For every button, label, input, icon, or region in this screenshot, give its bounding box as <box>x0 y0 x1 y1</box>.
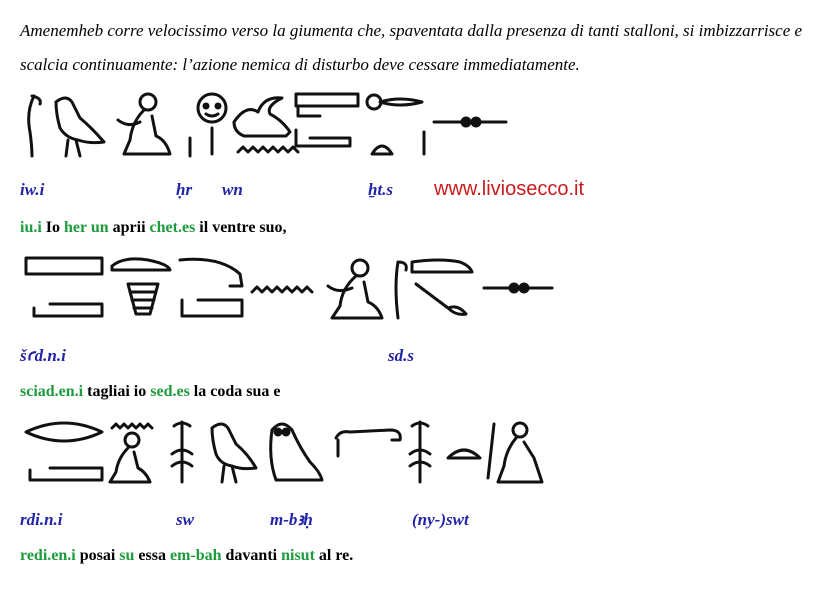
owl-hieroglyph <box>271 424 322 480</box>
phonetic-word: sciad.en.i <box>20 383 84 400</box>
translation-line-2 <box>20 383 280 401</box>
hieroglyph-row-1-glyphs <box>20 92 520 162</box>
hare-hieroglyph <box>234 98 290 136</box>
sedge-plant-hieroglyph <box>172 422 192 482</box>
transliteration: rdi.n.i <box>20 510 63 529</box>
quail-chick-hieroglyph <box>212 424 256 482</box>
transliteration: (ny-)swt <box>412 510 469 529</box>
transliteration: iw.i <box>20 180 45 199</box>
transliteration: sd.s <box>388 346 414 365</box>
phonetic-word: sed.es <box>150 383 190 400</box>
hieroglyph-row-3 <box>20 418 550 488</box>
transliteration: ḥr <box>176 180 193 199</box>
translation-line-3 <box>20 547 353 565</box>
cattle-hobble-hieroglyph <box>412 260 472 314</box>
belly-hieroglyph <box>296 130 350 146</box>
bread-loaf-hieroglyph <box>372 146 392 154</box>
translation-line-1 <box>20 219 287 237</box>
translation-text: al re. <box>314 547 354 564</box>
phonetic-word: redi.en.i <box>20 547 76 564</box>
translation-text: posai <box>75 547 120 564</box>
water-ripple-hieroglyph <box>252 287 312 292</box>
transliteration: sw <box>176 510 194 529</box>
mouth-hieroglyph <box>26 423 102 441</box>
seated-man-hieroglyph <box>328 260 382 318</box>
seated-man-hieroglyph <box>118 94 170 154</box>
loaf-hieroglyph <box>112 259 170 314</box>
reed-leaf-hieroglyph <box>29 96 41 156</box>
phonetic-word: em-bah <box>169 547 222 564</box>
face-hieroglyph <box>198 94 226 122</box>
phonetic-word: su <box>119 547 135 564</box>
website-watermark: www.liviosecco.it <box>434 178 585 200</box>
transliteration: wn <box>222 180 243 199</box>
door-bolt-hieroglyph <box>434 118 506 126</box>
translation-text: aprii <box>108 219 150 236</box>
phonetic-word: her <box>64 219 87 236</box>
seated-god-hieroglyph <box>488 423 542 482</box>
hieroglyph-row-2-glyphs <box>20 256 560 326</box>
translation-text: Io <box>41 219 65 236</box>
phonetic-word: un <box>90 219 109 236</box>
intro-paragraph: Amenemheb corre velocissimo verso la giumenta che, spaventata dalla presenza di tanti stalloni, si imbizzarrisce e scalcia continuamente: l’azione nemica di disturbo deve cessare immediatamente. <box>20 21 803 74</box>
transliteration: m-bꜣḥ <box>270 510 313 529</box>
translation-text: tagliai io <box>83 383 151 400</box>
translation-text: davanti <box>221 547 282 564</box>
leg-hieroglyph <box>336 430 400 456</box>
transliteration: ẖt.s <box>368 180 394 199</box>
hieroglyph-row-3-glyphs <box>20 418 550 488</box>
phonetic-word: nisut <box>281 547 315 564</box>
phonetic-word: iu.i <box>20 219 42 236</box>
water-ripple-hieroglyph <box>238 147 298 152</box>
translation-text: il ventre suo, <box>195 219 287 236</box>
pool-hieroglyph <box>26 258 102 316</box>
lasso-hieroglyph <box>180 259 242 316</box>
hand-hieroglyph <box>30 468 102 480</box>
translation-text: la coda sua e <box>189 383 281 400</box>
sieve-hieroglyph <box>367 95 422 109</box>
pool-hieroglyph <box>296 94 358 116</box>
hieroglyph-row-2 <box>20 256 560 326</box>
door-bolt-hieroglyph <box>484 284 552 292</box>
water-ripple-hieroglyph <box>112 424 152 428</box>
sedge-plant-hieroglyph <box>410 422 430 482</box>
seated-man-hieroglyph <box>110 433 150 482</box>
reed-leaf-hieroglyph <box>396 262 406 318</box>
quail-chick-hieroglyph <box>56 98 104 156</box>
transliteration: šꜥd.n.i <box>20 346 66 365</box>
phonetic-word: chet.es <box>149 219 196 236</box>
bread-loaf-hieroglyph <box>448 450 480 458</box>
translation-text: essa <box>134 547 170 564</box>
hieroglyph-row-1 <box>20 92 520 162</box>
